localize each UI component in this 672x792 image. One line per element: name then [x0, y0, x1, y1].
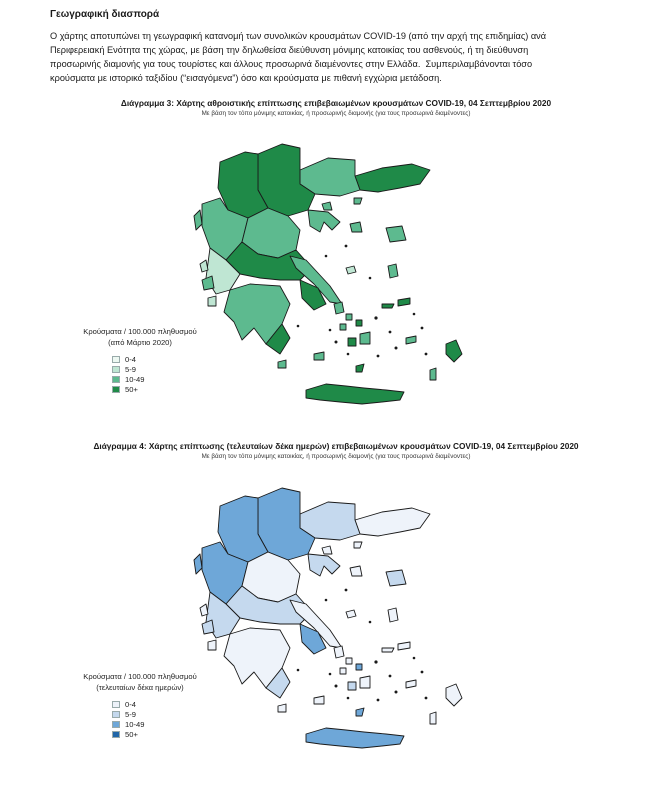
legend-label: 50+	[125, 384, 138, 394]
legend-swatch	[112, 366, 120, 373]
island-kythira	[278, 360, 286, 368]
intro-line: Περιφερειακή Ενότητα της χώρας, με βάση την δηλωθείσα διεύθυνση μόνιμης κατοικίας του ασθενούς, ή τη διεύθυνση	[50, 45, 529, 55]
legend-label: 50+	[125, 729, 138, 739]
region-chalkidiki	[308, 554, 340, 576]
legend-swatch	[112, 376, 120, 383]
island-skyros	[346, 266, 356, 274]
island-santorini	[356, 364, 364, 372]
legend-label: 5-9	[125, 364, 136, 374]
intro-paragraph	[50, 29, 622, 85]
legend-item	[60, 699, 220, 709]
island-kythira	[278, 704, 286, 712]
figure3-legend	[60, 326, 220, 394]
island-tinos	[346, 658, 352, 664]
island-samothrace	[354, 198, 362, 204]
island-andros	[334, 302, 344, 314]
legend-item	[60, 384, 220, 394]
legend-label: 0-4	[125, 699, 136, 709]
island-naxos	[360, 676, 370, 688]
legend-swatch	[112, 386, 120, 393]
island-samos	[398, 298, 410, 306]
island-chios	[388, 608, 398, 622]
legend-title: Κρούσματα / 100.000 πληθυσμού	[83, 672, 197, 681]
island-corfu	[194, 210, 202, 230]
island-tinos	[346, 314, 352, 320]
island-lefkada	[200, 260, 208, 272]
island-karpathos	[430, 712, 436, 724]
island-ikaria	[382, 648, 394, 652]
legend-title: Κρούσματα / 100.000 πληθυσμού	[83, 327, 197, 336]
island-lemnos	[350, 222, 362, 232]
island-crete	[306, 728, 404, 748]
intro-line: προσωρινής διαμονής για τους τουρίστες και άλλους προσωρινά διαμένοντες στην Ελλάδα. Συμπεριλαμβάνονται τόσο	[50, 59, 533, 69]
island-syros	[340, 324, 346, 330]
island-lemnos	[350, 566, 362, 576]
legend-label: 10-49	[125, 719, 145, 729]
legend-item	[60, 729, 220, 739]
island-thasos	[322, 202, 332, 210]
island-mykonos	[356, 664, 362, 670]
island-kefalonia	[202, 620, 214, 634]
island-skyros	[346, 610, 356, 618]
island-thasos	[322, 546, 332, 554]
intro-line: Ο χάρτης αποτυπώνει τη γεωγραφική κατανομή των συνολικών κρουσμάτων COVID-19 (από την αρχή της επιδημίας) ανά	[50, 31, 547, 41]
island-kefalonia	[202, 276, 214, 290]
island-ikaria	[382, 304, 394, 308]
intro-line: κρούσματα με ιστορικό ταξιδίου (“εισαγόμενα”) όσο και κρούσματα με πιθανή εγχώρια μετάδοση.	[50, 73, 442, 83]
island-kos	[406, 336, 416, 344]
legend-subtitle: (από Μάρτιο 2020)	[108, 338, 172, 347]
figure4-title: Διάγραμμα 4: Χάρτης επίπτωσης (τελευταίων δέκα ημερών) επιβεβαιωμένων κρουσμάτων COVID-19, 04 Σεπτεμβρίου 2020	[93, 441, 579, 451]
legend-swatch	[112, 721, 120, 728]
island-zakynthos	[208, 640, 216, 650]
island-rhodes	[446, 684, 462, 706]
island-paros	[348, 682, 356, 690]
island-kos	[406, 680, 416, 688]
legend-item	[60, 354, 220, 364]
region-chalkidiki	[308, 210, 340, 232]
island-syros	[340, 668, 346, 674]
island-lesvos	[386, 226, 406, 242]
island-santorini	[356, 708, 364, 716]
region-thrace	[355, 164, 430, 192]
island-samothrace	[354, 542, 362, 548]
legend-item	[60, 364, 220, 374]
legend-subtitle: (τελευταίων δέκα ημερών)	[96, 683, 184, 692]
legend-item	[60, 374, 220, 384]
legend-swatch	[112, 701, 120, 708]
legend-item	[60, 709, 220, 719]
figure4-legend	[60, 671, 220, 739]
figure3-subtitle: Με βάση τον τόπο μόνιμης κατοικίας, ή προσωρινής διαμονής (για τους προσωρινά διαμένοντες)	[201, 110, 471, 117]
island-lefkada	[200, 604, 208, 616]
figure4-subtitle: Με βάση τον τόπο μόνιμης κατοικίας, ή προσωρινής διαμονής (για τους προσωρινά διαμένοντες)	[201, 453, 471, 460]
island-corfu	[194, 554, 202, 574]
island-andros	[334, 646, 344, 658]
figure3-title: Διάγραμμα 3: Χάρτης αθροιστικής επίπτωσης επιβεβαιωμένων κρουσμάτων COVID-19, 04 Σεπτεμβρίου 2020	[120, 98, 552, 108]
island-karpathos	[430, 368, 436, 380]
legend-swatch	[112, 711, 120, 718]
island-lesvos	[386, 570, 406, 586]
legend-swatch	[112, 356, 120, 363]
island-milos	[314, 352, 324, 360]
island-samos	[398, 642, 410, 650]
section-title: Γεωγραφική διασπορά	[50, 9, 160, 20]
island-zakynthos	[208, 296, 216, 306]
island-paros	[348, 338, 356, 346]
island-mykonos	[356, 320, 362, 326]
legend-item	[60, 719, 220, 729]
island-naxos	[360, 332, 370, 344]
island-chios	[388, 264, 398, 278]
legend-label: 10-49	[125, 374, 145, 384]
island-crete	[306, 384, 404, 404]
legend-label: 5-9	[125, 709, 136, 719]
island-rhodes	[446, 340, 462, 362]
region-thrace	[355, 508, 430, 536]
island-milos	[314, 696, 324, 704]
legend-swatch	[112, 731, 120, 738]
legend-label: 0-4	[125, 354, 136, 364]
